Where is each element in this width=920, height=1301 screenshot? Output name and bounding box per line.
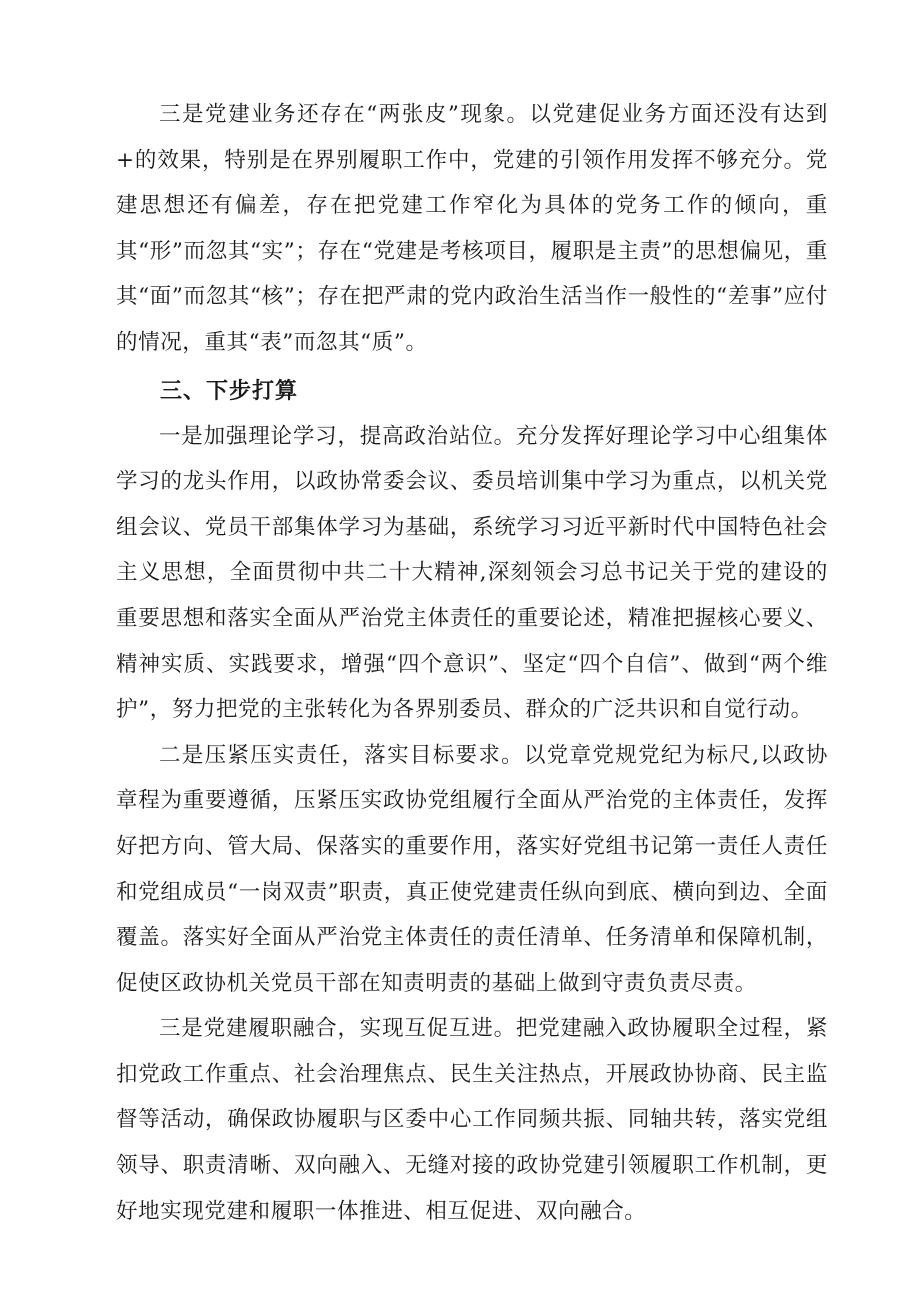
document-body	[116, 92, 828, 1234]
paragraph-step-two: 二是压紧压实责任，落实目标要求。以党章党规党纪为标尺,以政协章程为重要遵循，压紧压实政协党组履行全面从严治党的主体责任，发挥好把方向、管大局、保落实的重要作用，落实好党组书记第一责任人责任和党组成员“一岗双责”职责，真正使党建责任纵向到底、横向到边、全面覆盖。落实好全面从严治党主体责任的责任清单、任务清单和保障机制，促使区政协机关党员干部在知责明责的基础上做到守责负责尽责。	[116, 742, 828, 996]
section-heading-next-steps: 三、下步打算	[160, 378, 299, 404]
paragraph-step-one: 一是加强理论学习，提高政治站位。充分发挥好理论学习中心组集体学习的龙头作用，以政协常委会议、委员培训集中学习为重点，以机关党组会议、党员干部集体学习为基础，系统学习习近平新时代中国特色社会主义思想，全面贯彻中共二十大精神,深刻领会习总书记关于党的建设的重要思想和落实全面从严治党主体责任的重要论述，精准把握核心要义、精神实质、实践要求，增强“四个意识”、坚定“四个自信”、做到“两个维护”，努力把党的主张转化为各界别委员、群众的广泛共识和自觉行动。	[116, 423, 828, 723]
paragraph-step-three: 三是党建履职融合，实现互促互进。把党建融入政协履职全过程，紧扣党政工作重点、社会治理焦点、民生关注热点，开展政协协商、民主监督等活动，确保政协履职与区委中心工作同频共振、同轴共转，落实党组领导、职责清晰、双向融入、无缝对接的政协党建引领履职工作机制，更好地实现党建和履职一体推进、相互促进、双向融合。	[116, 1016, 828, 1224]
paragraph-problem-three: 三是党建业务还存在“两张皮”现象。以党建促业务方面还没有达到+的效果，特别是在界别履职工作中，党建的引领作用发挥不够充分。党建思想还有偏差，存在把党建工作窄化为具体的党务工作的倾向，重其“形”而忽其“实”；存在“党建是考核项目，履职是主责”的思想偏见，重其“面”而忽其“核”；存在把严肃的党内政治生活当作一般性的“差事”应付的情况，重其“表”而忽其“质”。	[116, 102, 828, 355]
